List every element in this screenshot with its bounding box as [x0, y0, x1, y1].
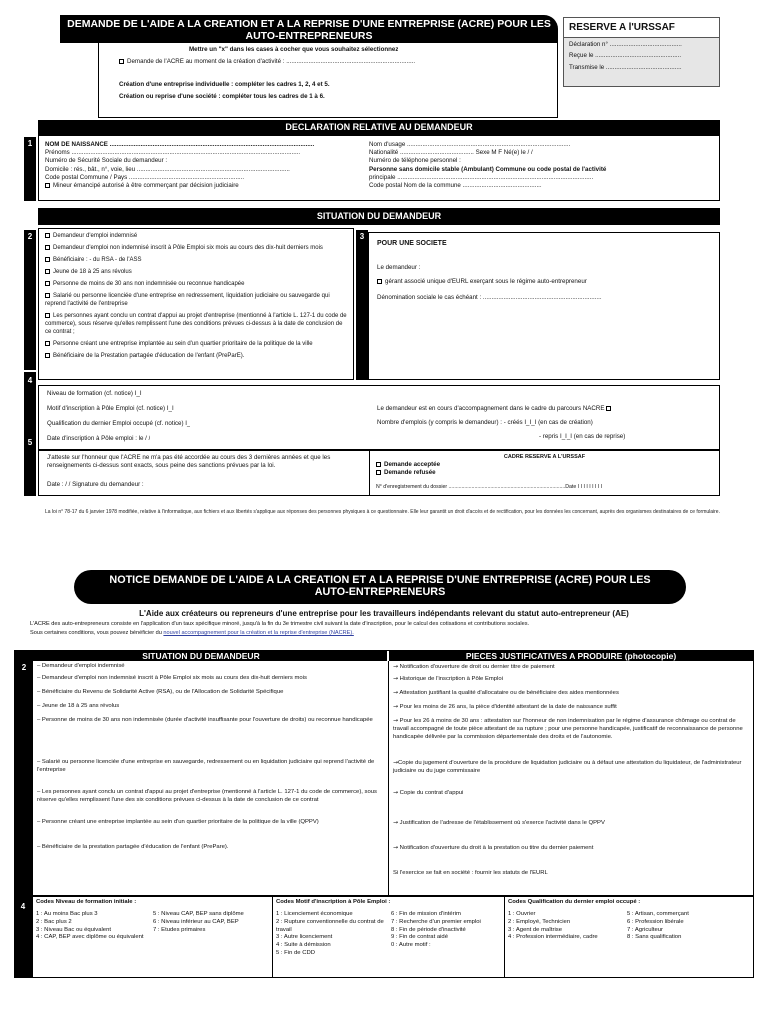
arrow-icon: →	[393, 844, 399, 851]
codes-qualification	[505, 897, 753, 977]
notice-title: NOTICE DEMANDE DE L'AIDE A LA CREATION ET A LA REPRISE D'UNE ENTREPRISE (ACRE) POUR LES AUTO-ENTREPRENEURS	[109, 574, 651, 599]
checkbox-acceptee[interactable]	[376, 462, 381, 467]
notice-intro2: Sous certaines conditions, vous pouvez bénéficier du nouvel accompagnement pour la création et la reprise d'entreprise (NACRE).	[30, 630, 354, 636]
eurl-option[interactable]: gérant associé unique d'EURL exerçant sous le régime auto-entrepreneur	[377, 278, 587, 286]
notice-right-item: → Historique de l'inscription à Pôle Emploi	[393, 675, 503, 682]
code-item: 7 : Recherche d'un premier emploi	[391, 918, 481, 925]
notice-left-item: – Demandeur d'emploi indemnisé	[37, 663, 125, 669]
code-item: 6 : Fin de mission d'intérim	[391, 911, 461, 917]
code-item: 6 : Niveau inférieur au CAP, BEP	[153, 918, 239, 925]
checkbox[interactable]	[45, 233, 50, 238]
section1-body	[38, 135, 720, 201]
code-item: 3 : Agent de maîtrise	[508, 926, 563, 933]
denomination-field[interactable]: Dénomination sociale le cas échéant : .....................................................................	[377, 294, 602, 301]
sans-domicile-option[interactable]: Personne sans domicile stable (Ambulant) Commune ou code postal de l'activité	[369, 165, 607, 173]
code-postal-field[interactable]: Code postal Commune / Pays ...................................................................	[45, 173, 245, 181]
notice-right-title: PIECES JUSTIFICATIVES A PRODUIRE (photocopie)	[389, 651, 753, 661]
nom-usage-field[interactable]: Nom d'usage ...............................................................................................	[369, 141, 571, 148]
prenoms-field[interactable]: Prénoms .....................................................................................................................................	[45, 149, 301, 157]
checkbox-acre[interactable]	[119, 59, 124, 64]
urssaf-recue: Reçue le ..................................................	[569, 52, 682, 60]
notice-intro1: L'ACRE des auto-entrepreneurs consiste en l'application d'un taux spécifique minoré, jusqu'à la fin du 3e trimestre civil suivant la date d'inscription, pour le calcul des cotisations et contributions sociales.	[30, 621, 530, 627]
code-item: 4 : Profession intermédiaire, cadre	[508, 934, 598, 941]
loi-notice: La loi n° 78-17 du 6 janvier 1978 modifiée, relative à l'informatique, aux fichiers et aux libertés s'applique aux réponses des personnes physiques à ce questionnaire. Elle leur garantit un droit d'accès et de rectification, pour les données les concernant, auprès des organismes destinataires de ce formulaire.	[45, 509, 720, 515]
notice-section4-number: 4	[14, 896, 32, 978]
code-item: 5 : Niveau CAP, BEP sans diplôme	[153, 911, 244, 917]
notice-right-col	[393, 663, 751, 878]
notice-left-item: – Les personnes ayant conclu un contrat d'appui au projet d'entreprise (mentionné à l'article L. 127-1 du code de commerce), sous réserve qu'elles remplissent l'une des six conditions prévues ci-dessus à la date de conclusion de ce contrat	[37, 789, 377, 803]
section4-number: 4	[24, 372, 36, 450]
codes-table	[32, 896, 754, 978]
arrow-icon: →	[393, 703, 399, 710]
checkbox-mineur[interactable]	[45, 183, 50, 188]
section5-number: 5	[24, 436, 36, 496]
notice-left-item: – Personne créant une entreprise implantée au sein d'un quartier prioritaire de la politique de la ville (QPPV)	[37, 819, 319, 825]
mineur-emancipe-option[interactable]: Mineur émancipé autorisé à être commerçant par décision judiciaire	[45, 182, 363, 190]
codes-motif	[273, 897, 505, 977]
nacre-link[interactable]: nouvel accompagnement pour la création et la reprise d'entreprise (NACRE).	[163, 630, 354, 636]
arrow-icon: →	[393, 717, 399, 724]
code-item: 0 : Autre motif :	[391, 942, 431, 949]
urssaf-transmise: Transmise le ............................................	[569, 63, 682, 71]
code-item: 4 : Suite à démission	[276, 942, 331, 949]
situation-item[interactable]: Demandeur d'emploi indemnisé	[45, 233, 349, 241]
code-item: 9 : Fin de contrat aidé	[391, 934, 448, 941]
checkbox-refusee[interactable]	[376, 470, 381, 475]
creation-societe-text: Création ou reprise d'une société : compléter tous les cadres de 1 à 6.	[119, 93, 325, 100]
notice-left-title: SITUATION DU DEMANDEUR	[15, 651, 387, 661]
section3-body	[368, 232, 720, 380]
notice-left-col	[37, 663, 383, 864]
situation-item[interactable]: Les personnes ayant conclu un contrat d'appui au projet d'entreprise (mentionné à l'article L. 127-1 du code de commerce), sous réserve qu'elles remplissent l'une des conditions prévues ci-dessus à la date de conclusion de ce contrat ;	[45, 312, 347, 335]
repris-field[interactable]: - repris I_I_I (en cas de reprise)	[539, 433, 626, 440]
code-postal-commune-field[interactable]: Code postal Nom de la commune ..............................................	[369, 181, 542, 189]
notice-right-item: → Justification de l'adresse de l'établissement où s'exerce l'activité dans le QPPV	[393, 819, 605, 826]
section1-right-col	[369, 141, 717, 190]
notice-subtitle: L'Aide aux créateurs ou repreneurs d'une entreprise pour les travailleurs indépendants relevant du statut auto-entrepreneur (AE)	[139, 609, 629, 618]
emplois-field[interactable]: Nombre d'emplois (y compris le demandeur) : - créés I_I_I (en cas de création)	[377, 419, 593, 426]
code-item: 1 : Licenciement économique	[276, 911, 353, 917]
code-item: 3 : Niveau Bac ou équivalent	[36, 926, 111, 933]
situation-item[interactable]: Salarié ou personne licenciée d'une entreprise en redressement, liquidation judiciaire ou sauvegarde qui reprend l'activité de l'entreprise	[45, 293, 330, 307]
notice-right-item: → Notification d'ouverture du droit à la prestation ou titre du dernier paiement	[393, 844, 594, 851]
notice-right-item: → Attestation justifiant la qualité d'allocataire ou de bénéficiaire des aides mentionnées	[393, 689, 619, 696]
code-item: 1 : Au moins Bac plus 3	[36, 911, 98, 917]
arrow-icon: →	[393, 675, 399, 682]
attestation-text: J'atteste sur l'honneur que l'ACRE ne m'a pas été accordée au cours des 3 dernières années et que les renseignements ci-dessus sont exacts, sous peine des sanctions prévues par la loi.	[47, 454, 331, 470]
checkbox[interactable]	[45, 353, 50, 358]
situation-item[interactable]: Bénéficiaire de la Prestation partagée d'éducation de l'enfant (PreParE).	[45, 353, 349, 361]
checkbox[interactable]	[45, 269, 50, 274]
code-item: 5 : Artisan, commerçant	[627, 911, 689, 917]
section5-body	[38, 450, 720, 496]
date-signature-field[interactable]: Date : / / Signature du demandeur :	[47, 481, 144, 488]
refusee-option[interactable]: Demande refusée	[376, 469, 719, 477]
arrow-icon: →	[393, 819, 399, 826]
checkbox[interactable]	[45, 257, 50, 262]
code-item: 8 : Sans qualification	[627, 934, 682, 941]
enregistrement-field[interactable]: N° d'enregistrement du dossier .................................................................................Date I I I I I I I I I	[376, 483, 603, 490]
section1-number: 1	[24, 137, 36, 201]
notice-left-item: – Bénéficiaire du Revenu de Solidarité Active (RSA), ou de l'Allocation de Solidarité Spécifique	[37, 689, 284, 695]
codes-motif-title: Codes Motif d'inscription à Pôle Emploi :	[276, 899, 391, 905]
section2-title: SITUATION DU DEMANDEUR	[38, 208, 720, 225]
codes-niveau-list-b	[153, 911, 269, 934]
arrow-icon: →	[393, 759, 399, 766]
notice-left-item: – Personne de moins de 30 ans non indemnisée (durée d'activité insuffisante pour l'ouverture de droits) ou reconnue handicapée	[37, 717, 373, 723]
codes-niveau	[33, 897, 273, 977]
pour-societe-title: POUR UNE SOCIETE	[377, 240, 447, 247]
telephone-field[interactable]: Numéro de téléphone personnel :	[369, 157, 461, 165]
notice-right-item: → Copie du contrat d'appui	[393, 789, 464, 796]
notice-left-item: – Bénéficiaire de la prestation partagée d'éducation de l'enfant (PrePare).	[37, 844, 229, 850]
notice-right-item: → Pour les moins de 26 ans, la pièce d'identité attestant de la date de naissance suffit	[393, 703, 617, 710]
code-item: 5 : Fin de CDD	[276, 949, 315, 956]
code-item: 6 : Profession libérale	[627, 918, 684, 925]
notice-left-item: – Jeune de 18 à 25 ans révolus	[37, 703, 120, 709]
codes-niveau-list-a	[36, 911, 148, 942]
checkbox[interactable]	[45, 313, 50, 318]
instruction-text: Mettre un "x" dans les cases à cocher que vous souhaitez sélectionnez	[189, 46, 399, 53]
notice-right-item: → Pour les 26 à moins de 30 ans : attestation sur l'honneur de non indemnisation par le régime d'assurance chômage ou contrat de travail accompagné de toute pièce attestant de sa rupture ; pour une personne handicapée, justificatif de reconnaissance de personne handicapée délivrée par la commission départementale des droits et de l'autonomie.	[393, 717, 743, 740]
codes-niveau-title: Codes Niveau de formation initiale :	[36, 899, 137, 905]
urssaf-declaration: Déclaration n° ..........................................	[569, 41, 682, 49]
code-item: 2 : Bac plus 2	[36, 918, 72, 925]
situation-list	[45, 233, 349, 365]
notice-title-banner	[74, 570, 686, 604]
creation-individuelle-text: Création d'une entreprise individuelle : compléter les cadres 1, 2, 4 et 5.	[119, 81, 330, 88]
urssaf-reserved-box	[563, 17, 720, 87]
checkbox[interactable]	[45, 245, 50, 250]
societe-note: Si l'exercice se fait en société : fournir les statuts de l'EURL	[393, 870, 548, 876]
section1-left-col	[45, 141, 363, 190]
code-item: 7 : Agriculteur	[627, 926, 664, 933]
arrow-icon: →	[393, 789, 399, 796]
code-item: 2 : Rupture conventionnelle du contrat de travail	[276, 918, 384, 933]
form-title-banner	[60, 15, 558, 43]
option-acre-checkbox[interactable]: Demande de l'ACRE au moment de la création d'activité : ...........................................................................	[119, 58, 415, 66]
notice-left-item: – Salarié ou personne licenciée d'une entreprise en sauvegarde, redressement ou en liquidation judiciaire qui reprend l'activité de l'entreprise	[37, 759, 375, 773]
qualification-field[interactable]: Qualification du dernier Emploi occupé (cf. notice) I_	[47, 420, 191, 427]
notice-table	[14, 650, 754, 896]
cadre-urssaf	[369, 451, 719, 495]
situation-item[interactable]: Personne de moins de 30 ans non indemnisée ou reconnue handicapée	[45, 281, 349, 289]
situation-item[interactable]: Bénéficiaire : - du RSA - de l'ASS	[45, 257, 349, 265]
secu-field[interactable]: Numéro de Sécurité Sociale du demandeur :	[45, 157, 168, 165]
header-instructions-box	[98, 43, 558, 118]
notice-right-item: →Copie du jugement d'ouverture de la procédure de liquidation judiciaire ou à défaut une attestation du liquidateur, de l'administrateur judiciaire ou du juge commissaire	[393, 759, 742, 774]
principale-field[interactable]: principale ..................................................................................................................	[369, 173, 594, 181]
notice-section2-number: 2	[15, 661, 33, 895]
checkbox[interactable]	[45, 341, 50, 346]
section4-body	[38, 385, 720, 450]
situation-item[interactable]: Jeune de 18 à 25 ans révolus	[45, 269, 349, 277]
column-divider	[388, 661, 389, 897]
code-item: 3 : Autre licenciement	[276, 934, 333, 941]
arrow-icon: →	[393, 689, 399, 696]
form-title: DEMANDE DE L'AIDE A LA CREATION ET A LA REPRISE D'UNE ENTREPRISE (ACRE) POUR LES AUTO-ENTREPRENEURS	[67, 18, 551, 43]
acceptee-option[interactable]: Demande acceptée	[376, 461, 719, 469]
codes-qualif-title: Codes Qualification du dernier emploi occupé :	[508, 899, 641, 905]
nacre-option[interactable]: Le demandeur est en cours d'accompagnement dans le cadre du parcours NACRE	[377, 405, 614, 413]
motif-field[interactable]: Motif d'inscription à Pôle Emploi (cf. notice) I_I	[47, 405, 174, 412]
codes-qualif-list-a	[508, 911, 620, 942]
date-inscription-field[interactable]: Date d'inscription à Pôle emploi : le / /	[47, 435, 151, 442]
section3-number: 3	[356, 230, 368, 380]
code-item: 8 : Fin de période d'inactivité	[391, 926, 466, 933]
codes-motif-list-b	[391, 911, 501, 950]
domicile-field[interactable]: Domicile : rés., bât., n°, voie, lieu .........................................................................................	[45, 165, 290, 173]
situation-item[interactable]: Demandeur d'emploi non indemnisé inscrit à Pôle Emploi six mois au cours des dix-huit derniers mois	[45, 245, 349, 253]
notice-right-item: → Notification d'ouverture de droit ou dernier titre de paiement	[393, 663, 555, 670]
urssaf-title: RESERVE A l'URSSAF	[564, 18, 719, 38]
code-item: 7 : Etudes primaires	[153, 926, 206, 933]
codes-qualif-list-b	[627, 911, 749, 942]
section2-number: 2	[24, 230, 36, 370]
section1-title: DECLARATION RELATIVE AU DEMANDEUR	[38, 120, 720, 135]
situation-item[interactable]: Personne créant une entreprise implantée au sein d'un quartier prioritaire de la politique de la ville	[45, 341, 349, 349]
codes-motif-list-a	[276, 911, 388, 958]
niveau-field[interactable]: Niveau de formation (cf. notice) I_I	[47, 390, 142, 397]
checkbox[interactable]	[45, 293, 50, 298]
societe-demandeur-label: Le demandeur :	[377, 264, 421, 271]
section2-body	[38, 228, 354, 380]
nationalite-sexe-field[interactable]: Nationalité ........................................... Sexe M F Né(e) le / /	[369, 149, 533, 157]
checkbox-eurl[interactable]	[377, 279, 382, 284]
code-item: 2 : Employé, Technicien	[508, 918, 571, 925]
code-item: 4 : CAP, BEP avec diplôme ou équivalent	[36, 934, 144, 941]
checkbox[interactable]	[45, 281, 50, 286]
arrow-icon: →	[393, 663, 399, 670]
nom-naissance-field[interactable]: NOM DE NAISSANCE .......................................................................................................................	[45, 141, 315, 148]
checkbox-nacre[interactable]	[606, 406, 611, 411]
cadre-urssaf-title: CADRE RESERVE A L'URSSAF	[503, 454, 586, 460]
code-item: 1 : Ouvrier	[508, 911, 536, 917]
notice-left-item: – Demandeur d'emploi non indemnisé inscrit à Pôle Emploi six mois au cours des dix-huit derniers mois	[37, 675, 307, 681]
